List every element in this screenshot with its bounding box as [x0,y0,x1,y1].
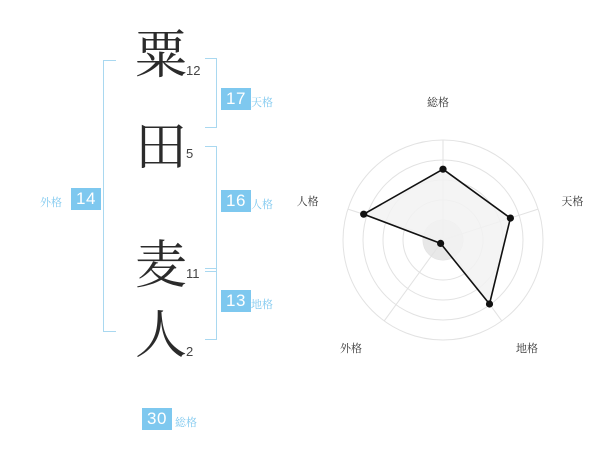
radar-chart [296,0,600,470]
name-character-4: 人 [134,306,187,366]
label-tenkaku: 天格 [251,96,273,109]
stroke-count-2: 5 [186,146,194,161]
value-chikaku: 13 [221,290,251,312]
radar-chart-svg [300,0,600,470]
value-jinkaku: 16 [221,190,251,212]
radar-axis-label-tenkaku: 天格 [561,194,584,208]
label-gaikaku: 外格 [40,196,62,209]
bracket-tenkaku [205,58,217,128]
stroke-count-4: 2 [186,344,194,359]
value-soukaku: 30 [142,408,172,430]
radar-axis-label-gaikaku: 外格 [339,342,362,356]
name-stroke-diagram [0,0,300,470]
label-jinkaku: 人格 [251,198,273,211]
bracket-chikaku [205,268,217,340]
label-soukaku: 総格 [175,416,197,429]
radar-axis-label-soukaku: 総格 [427,96,449,109]
stroke-count-3: 11 [186,266,200,281]
value-gaikaku: 14 [71,188,101,210]
name-character-2: 田 [134,118,187,178]
bracket-jinkaku [205,146,217,272]
bracket-gaikaku [103,60,116,332]
radar-axis-label-jinkaku: 人格 [296,194,319,208]
label-chikaku: 地格 [251,298,273,311]
name-character-3: 麦 [134,236,187,296]
name-character-1: 粟 [134,26,187,86]
value-tenkaku: 17 [221,88,251,110]
radar-axis-label-chikaku: 地格 [516,342,538,356]
stroke-count-1: 12 [186,63,201,78]
